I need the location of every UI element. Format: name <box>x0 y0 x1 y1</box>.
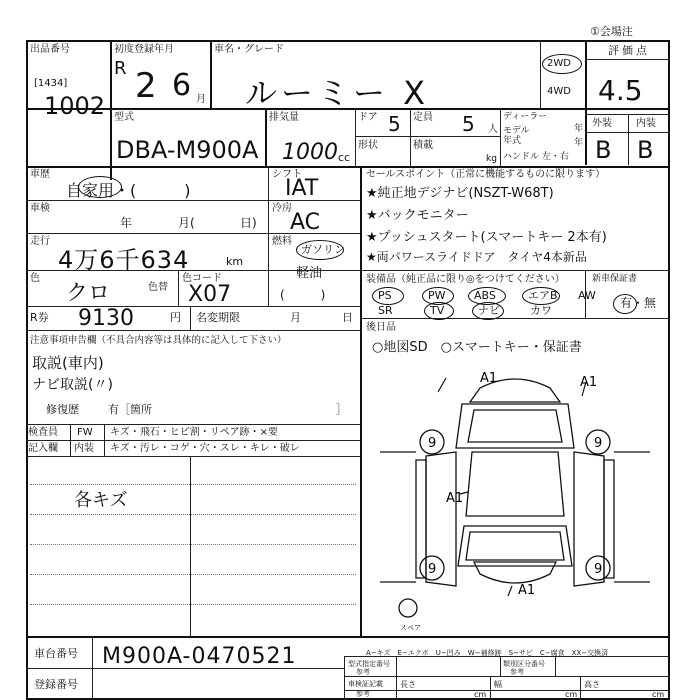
dealer-model-label: モデル <box>503 126 530 136</box>
history-label: 車歴 <box>30 169 50 180</box>
sales-line-1: ★純正地デジナビ(NSZT-W68T) <box>366 186 554 201</box>
mileage-value: 4万6千634 <box>58 246 190 274</box>
sales-line-3: ★プッシュスタート(スマートキー 2本有) <box>366 230 607 245</box>
notes-line1: 取説(車内) <box>32 354 104 372</box>
ext-value: B <box>595 136 612 164</box>
drive-4wd: 4WD <box>547 86 571 97</box>
inspector-fw: FW <box>77 427 93 438</box>
nameplate-label: 名変期限 <box>196 311 240 324</box>
chassis-value: M900A-0470521 <box>102 644 297 669</box>
score-label: 評価点 <box>608 44 650 57</box>
capacity-unit: 人 <box>488 124 498 135</box>
dealer-model-year: 年式 <box>503 136 522 146</box>
car-name: ルーミー X <box>245 74 430 112</box>
nameplate-month: 月 <box>290 311 301 324</box>
dim-width-cm: cm <box>565 690 578 699</box>
mileage-label: 走行 <box>30 236 50 247</box>
header-top-right: ①会場注 <box>590 25 633 38</box>
mark-a1-1: A1 <box>480 371 498 386</box>
equip-sr: SR <box>378 304 393 317</box>
color-code-label: 色コード <box>182 273 222 284</box>
chassis-label: 車台番号 <box>34 647 78 660</box>
equipment-has: 有・無 <box>620 296 657 310</box>
equip-pw: PW <box>428 289 446 302</box>
int-value: B <box>637 136 654 164</box>
payload-label: 積載 <box>413 140 433 151</box>
capacity-value: 5 <box>462 112 475 136</box>
lot-small: [1434] <box>34 78 68 89</box>
inspector-handwritten: 各キズ <box>74 490 128 511</box>
mark-a1-2: A1 <box>580 375 598 390</box>
equip-tv: TV <box>430 304 445 317</box>
drive-2wd: 2WD <box>547 58 571 69</box>
color-code-value: X07 <box>188 282 232 307</box>
capacity-label: 定員 <box>413 112 433 123</box>
equip-leather: カワ <box>530 304 552 317</box>
shift-value: IAT <box>285 176 319 201</box>
registration-label: 登録番号 <box>34 678 78 691</box>
cool-value: AC <box>290 210 321 235</box>
dim-width: 幅 <box>494 680 502 689</box>
mark-a1-4: A1 <box>518 583 536 598</box>
color-value: クロ <box>66 281 111 306</box>
inspection-year: 年 <box>120 216 133 230</box>
payload-unit: kg <box>486 154 497 164</box>
color-change-label: 色替 <box>148 282 168 293</box>
ext-label: 外装 <box>592 118 612 129</box>
mark-9-rl: 9 <box>428 562 437 577</box>
equip-airb: エアB <box>528 289 558 302</box>
equip-tv-circle <box>424 302 454 320</box>
model-label: 型式 <box>114 112 134 123</box>
shape-label: 形状 <box>358 140 378 151</box>
mark-9-fr: 9 <box>594 436 603 451</box>
equip-navi-circle <box>472 302 504 320</box>
lot-number: 1002 <box>44 92 106 120</box>
engine-label: 排気量 <box>269 112 299 123</box>
cool-label: 冷房 <box>272 203 292 214</box>
vehicle-no-ref: 参考 <box>356 690 370 698</box>
notes-label: 注意事項申告欄（不具合内容等は具体的に記入して下さい） <box>30 335 287 346</box>
equip-abs: ABS <box>474 289 496 302</box>
after-value: ○地図SD ○スマートキー・保証書 <box>372 340 582 355</box>
reg-year: 2 <box>135 66 157 106</box>
notes-line2: ナビ取説(〃) <box>32 377 113 393</box>
nameplate-day: 日 <box>342 311 353 324</box>
history-value: 自家用・( ) <box>66 181 191 200</box>
recycle-unit: 円 <box>170 311 181 324</box>
sales-label: セールスポイント（正常に機能するものに限ります） <box>366 169 606 180</box>
lot-label: 出品番号 <box>30 44 70 55</box>
doors-label: ドア <box>358 112 378 123</box>
inspector-label2: 記入欄 <box>28 443 58 454</box>
mark-9-fl: 9 <box>428 436 437 451</box>
dim-length: 長さ <box>400 680 416 689</box>
vehicle-no-label: 車検証記載 <box>348 680 383 688</box>
history-circle <box>78 176 122 198</box>
model-value: DBA-M900A <box>116 136 259 164</box>
car-label: 車名・グレード <box>214 44 284 55</box>
fuel-value2: 軽油 <box>296 266 323 281</box>
inspector-fw-items: キズ・飛石・ヒビ割・リペア跡・×要 <box>110 427 278 438</box>
color-label: 色 <box>30 273 40 284</box>
dim-length-cm: cm <box>474 690 487 699</box>
fuel-value1: ガソリン <box>301 243 345 256</box>
reg-label: 初度登録年月 <box>114 44 174 55</box>
dealer-year: 年 <box>574 124 584 134</box>
reg-month-unit: 月 <box>196 94 206 105</box>
after-label: 後日品 <box>366 322 396 333</box>
equipment-new-warranty: 新車保証書 <box>592 274 638 284</box>
type-spec-label: 型式指定番号 <box>348 660 390 668</box>
mark-spare: スペア <box>400 624 421 632</box>
dealer-model-year-unit: 年 <box>574 138 584 148</box>
repair-bracket: ］ <box>336 403 347 416</box>
equip-ps-circle <box>372 287 404 305</box>
damage-legend: A−キズ E−エクボ U−凹み W−補修跡 S−サビ C−腐食 XX−交換済 <box>366 649 609 657</box>
equip-airb-circle <box>522 287 560 305</box>
dim-height: 高さ <box>584 680 600 689</box>
fuel-label: 燃料 <box>272 236 292 247</box>
dim-height-cm: cm <box>652 690 665 699</box>
car-damage-diagram <box>360 356 670 646</box>
dealer-label: ディーラー <box>503 112 548 122</box>
engine-unit: cc <box>338 151 351 164</box>
equip-ps: PS <box>378 289 392 302</box>
inspection-month: 月( <box>178 216 195 230</box>
recycle-value: 9130 <box>78 306 134 331</box>
shift-label: シフト <box>272 169 302 180</box>
inspector-int-items: キズ・汚レ・コゲ・穴・スレ・キレ・破レ <box>110 443 300 454</box>
reg-month: 6 <box>172 68 192 103</box>
class-no-ref: 参考 <box>510 668 524 676</box>
mileage-unit: km <box>226 255 244 268</box>
sales-line-4: ★両パワースライドドア タイヤ4本新品 <box>366 250 587 264</box>
handle-label: ハンドル 左・右 <box>503 152 569 162</box>
reg-era: R <box>114 58 127 79</box>
inspection-label: 車検 <box>30 203 50 214</box>
repair-value: 有［箇所 <box>108 403 152 416</box>
inspection-day: 日) <box>240 216 257 230</box>
mark-9-rr: 9 <box>594 562 603 577</box>
sales-line-2: ★バックモニター <box>366 208 469 223</box>
type-spec-ref: 参考 <box>356 668 370 676</box>
score-value: 4.5 <box>598 74 643 107</box>
equip-aw: AW <box>578 289 596 302</box>
mark-a1-3: A1 <box>446 491 464 506</box>
equipment-label: 装備品（純正品に限り◎をつけてください） <box>366 274 565 285</box>
recycle-label: R券 <box>30 311 49 324</box>
repair-label: 修復歴 <box>46 403 79 416</box>
equip-navi: ナビ <box>478 304 500 317</box>
inspector-label1: 検査員 <box>28 427 58 438</box>
engine-value: 1000 <box>282 140 338 165</box>
doors-value: 5 <box>388 112 401 136</box>
int-label: 内装 <box>636 118 656 129</box>
has-circle <box>613 294 637 314</box>
fuel-paren: ( ) <box>280 288 326 302</box>
inspector-int: 内装 <box>74 443 94 454</box>
class-no-label: 類別区分番号 <box>503 660 545 668</box>
